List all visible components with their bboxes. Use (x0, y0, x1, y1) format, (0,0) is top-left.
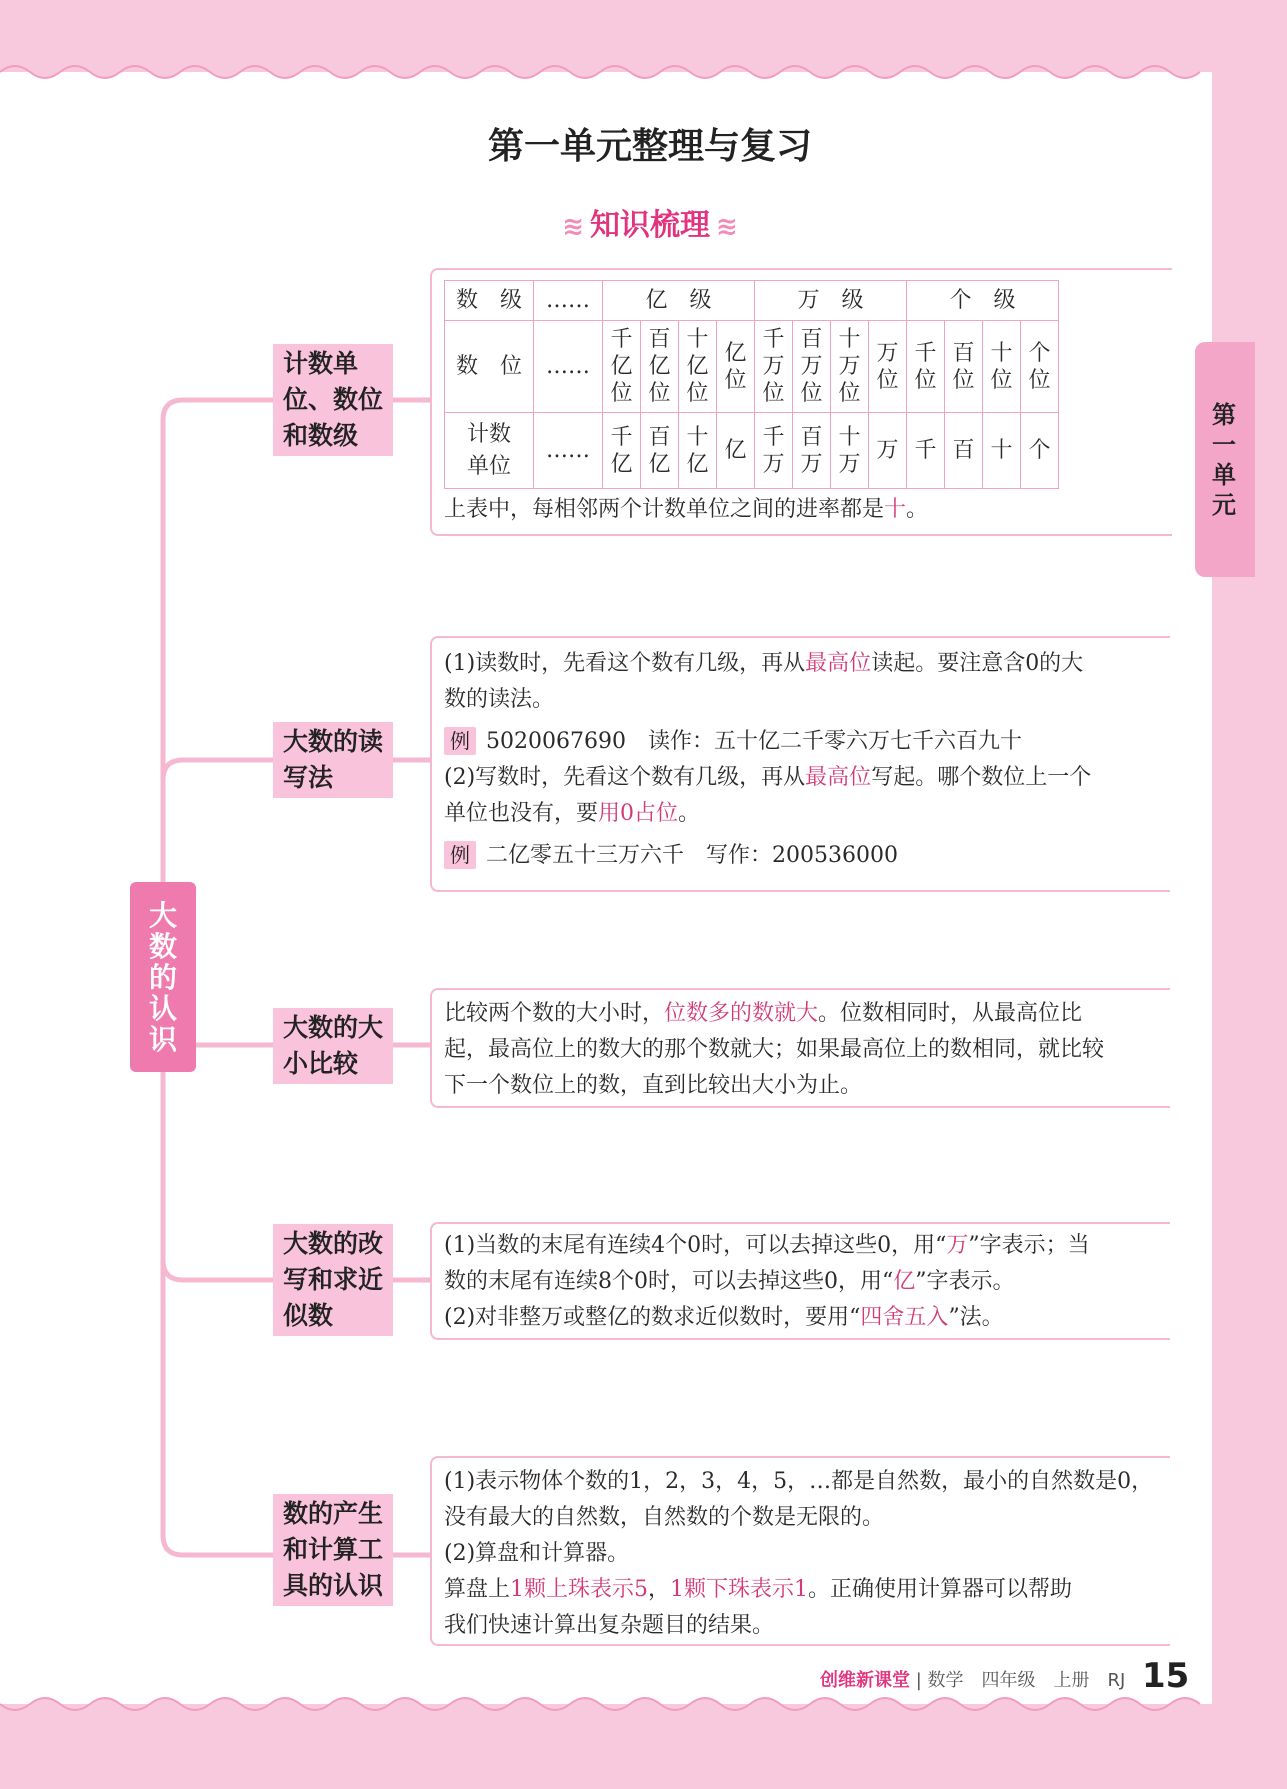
footer-info: | 数学 四年级 上册 RJ (915, 1670, 1126, 1691)
units-note: 上表中，每相邻两个计数单位之间的进率都是十。 (444, 497, 929, 522)
level-cell: 万 级 (755, 281, 907, 321)
compare-box (430, 988, 1170, 1108)
ellipsis: …… (534, 321, 603, 413)
natural-line: (1)表示物体个数的1，2，3，4，5，…都是自然数，最小的自然数是0， (444, 1469, 1154, 1494)
wave-decoration-icon: ≋ (716, 212, 738, 242)
units-box (430, 268, 1172, 536)
unit-cell: 万 (869, 413, 907, 489)
unit-cell: 千亿 (603, 413, 641, 489)
write-rule-cont: 单位也没有，要用0占位。 (444, 801, 701, 826)
unit-cell: 亿 (717, 413, 755, 489)
unit-cell: 百亿 (641, 413, 679, 489)
natural-line: (2)算盘和计算器。 (444, 1541, 630, 1566)
natural-line: 算盘上1颗上珠表示5，1颗下珠表示1。正确使用计算器可以帮助 (444, 1577, 1073, 1602)
subtitle-text: 知识梳理 (590, 208, 710, 243)
write-example: 例 二亿零五十三万六千 写作：200536000 (432, 838, 1170, 874)
position-cell: 千万位 (755, 321, 793, 413)
section-subtitle (540, 200, 760, 244)
branch-label-natural-numbers: 数的产生和计算工具的认识 (273, 1494, 393, 1606)
unit-cell: 百万 (793, 413, 831, 489)
natural-line: 我们快速计算出复杂题目的结果。 (444, 1613, 775, 1638)
rewrite-box (430, 1222, 1170, 1340)
natural-line: 没有最大的自然数，自然数的个数是无限的。 (444, 1505, 885, 1530)
read-rule: (1)读数时，先看这个数有几级，再从最高位读起。要注意含0的大 (444, 651, 1084, 676)
rewrite-line: (2)对非整万或整亿的数求近似数时，要用“四舍五入”法。 (444, 1305, 1004, 1330)
rewrite-line: (1)当数的末尾有连续4个0时，可以去掉这些0，用“万”字表示；当 (444, 1233, 1090, 1258)
unit-cell: 千万 (755, 413, 793, 489)
level-cell: 亿 级 (603, 281, 755, 321)
unit-cell: 百 (945, 413, 983, 489)
branch-label-units: 计数单位、数位和数级 (273, 344, 393, 456)
position-cell: 十万位 (831, 321, 869, 413)
write-rule: (2)写数时，先看这个数有几级，再从最高位写起。哪个数位上一个 (444, 765, 1092, 790)
compare-line: 起，最高位上的数大的那个数就大；如果最高位上的数相同，就比较 (444, 1037, 1105, 1062)
read-example: 例 5020067690 读作：五十亿二千零六万七千六百九十 (432, 724, 1170, 760)
compare-line: 比较两个数的大小时，位数多的数就大。位数相同时，从最高位比 (444, 1001, 1083, 1026)
compare-line: 下一个数位上的数，直到比较出大小为止。 (444, 1073, 863, 1098)
level-cell: 个 级 (907, 281, 1059, 321)
unit-cell: 十 (983, 413, 1021, 489)
unit-cell: 十亿 (679, 413, 717, 489)
branch-label-rewrite: 大数的改写和求近似数 (273, 1224, 393, 1336)
position-cell: 十亿位 (679, 321, 717, 413)
example-tag: 例 (444, 727, 476, 755)
branch-label-read-write: 大数的读写法 (273, 722, 393, 798)
rewrite-line: 数的末尾有连续8个0时，可以去掉这些0，用“亿”字表示。 (444, 1269, 1015, 1294)
position-cell: 万位 (869, 321, 907, 413)
row-header: 数 级 (445, 281, 534, 321)
unit-cell: 十万 (831, 413, 869, 489)
position-cell: 百万位 (793, 321, 831, 413)
footer-brand: 创维新课堂 (820, 1670, 910, 1691)
read-write-box (430, 636, 1170, 892)
page-title: 第一单元整理与复习 (487, 126, 812, 167)
wave-decoration-icon: ≋ (562, 212, 584, 242)
row-header: 数 位 (445, 321, 534, 413)
position-cell: 亿位 (717, 321, 755, 413)
position-cell: 千亿位 (603, 321, 641, 413)
read-rule-cont: 数的读法。 (444, 687, 555, 712)
position-cell: 百位 (945, 321, 983, 413)
position-cell: 百亿位 (641, 321, 679, 413)
ellipsis: …… (534, 413, 603, 489)
position-cell: 个位 (1021, 321, 1059, 413)
chapter-side-tab[interactable] (1195, 342, 1255, 577)
ellipsis: …… (534, 281, 603, 321)
root-label: 大数的认识 (148, 899, 177, 1056)
unit-cell: 千 (907, 413, 945, 489)
mind-map-root (130, 882, 196, 1072)
example-tag: 例 (444, 841, 476, 869)
page-number: 15 (1142, 1656, 1190, 1696)
side-tab-label: 第一单元 (1212, 401, 1236, 519)
row-header: 计数单位 (445, 413, 534, 489)
position-cell: 十位 (983, 321, 1021, 413)
position-cell: 千位 (907, 321, 945, 413)
unit-cell: 个 (1021, 413, 1059, 489)
units-table (444, 280, 1059, 489)
footer (820, 1666, 1125, 1692)
natural-numbers-box (430, 1456, 1170, 1646)
branch-label-compare: 大数的大小比较 (273, 1008, 393, 1084)
